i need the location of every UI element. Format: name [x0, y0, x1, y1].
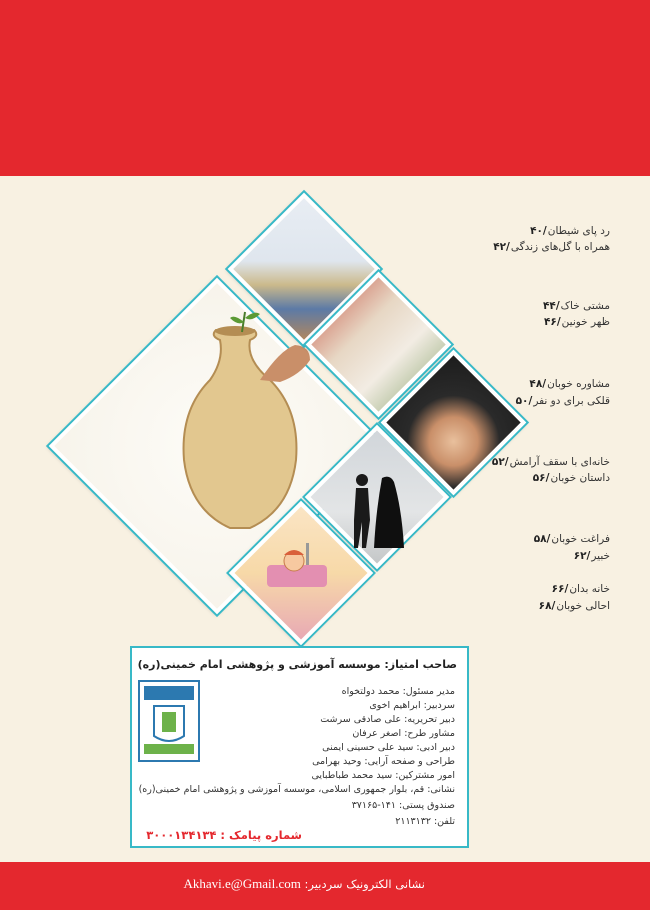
toc-page: /۶۸	[538, 600, 556, 612]
toc-item[interactable]	[539, 600, 610, 612]
toc-title: رد پای شیطان	[547, 225, 610, 237]
toc-item[interactable]	[493, 241, 610, 253]
toc-page: /۵۸	[533, 533, 551, 545]
credit-line: تلفن: ۲۱۱۳۱۳۲	[395, 816, 455, 827]
toc-page: /۴۸	[529, 378, 547, 390]
toc-title: همراه با گل‌های زندگی	[510, 241, 610, 253]
toc-page: /۴۲	[493, 241, 510, 253]
toc-item[interactable]	[533, 472, 610, 484]
toc-title: ظهر خونین	[561, 316, 610, 328]
publisher-title: صاحب امتیاز: موسسه آموزشی و پژوهشی امام خمینی(ره)	[137, 658, 457, 671]
institute-logo	[138, 680, 200, 762]
toc-title: فراغت خوبان	[551, 533, 610, 545]
email-address[interactable]: Akhavi.e@Gmail.com	[183, 876, 301, 891]
sms-value: ۳۰۰۰۱۳۴۱۳۴	[146, 828, 217, 842]
toc-page: /۵۰	[515, 395, 533, 407]
toc-title: مشتی خاک	[560, 300, 610, 312]
toc-item[interactable]	[552, 583, 610, 595]
toc-page: /۴۶	[544, 316, 561, 328]
credit-line: سردبیر: ابراهیم اخوی	[369, 700, 455, 711]
credit-line: دبیر ادبی: سید علی حسینی ایمنی	[322, 742, 455, 753]
editor-email[interactable]	[184, 876, 425, 892]
toc-title: خانه‌ای با سقف آرامش	[509, 456, 610, 468]
couple-silhouette	[340, 470, 410, 550]
credit-line: مدیر مسئول: محمد دولتخواه	[341, 686, 455, 697]
credit-line: نشانی: قم، بلوار جمهوری اسلامی، موسسه آموزشی و پژوهشی امام خمینی(ره)	[138, 784, 455, 795]
credit-line: مشاور طرح: اصغر عرفان	[352, 728, 455, 739]
toc-page: /۴۰	[530, 225, 547, 237]
toc-page: /۶۶	[551, 583, 569, 595]
toc-title: مشاوره خوبان	[547, 378, 610, 390]
credit-line: امور مشترکین: سید محمد طباطبایی	[311, 770, 455, 781]
toc-title: خانه بدان	[569, 583, 610, 595]
toc-title: داستان خوبان	[550, 472, 610, 484]
sick-child-drawing	[262, 535, 332, 595]
credit-line: طراحی و صفحه آرایی: وحید بهرامی	[312, 756, 455, 767]
toc-page: /۶۲	[573, 550, 591, 562]
toc-item[interactable]	[530, 225, 610, 237]
toc-item[interactable]	[544, 316, 610, 328]
sms-number	[146, 828, 302, 842]
toc-item[interactable]	[492, 456, 610, 468]
toc-title: خبیر	[591, 550, 610, 562]
toc-item[interactable]	[516, 395, 610, 407]
toc-item[interactable]	[534, 533, 610, 545]
credit-line: صندوق پستی: ۱۴۱-۳۷۱۶۵	[351, 800, 455, 811]
toc-item[interactable]	[574, 550, 610, 562]
toc-title: قلکی برای دو نفر	[533, 395, 610, 407]
toc-item[interactable]	[543, 300, 610, 312]
toc-item[interactable]	[529, 378, 610, 390]
email-label: نشانی الکترونیک سردبیر:	[300, 877, 425, 891]
toc-page: /۵۶	[532, 472, 550, 484]
toc-title: احالی خوبان	[556, 600, 610, 612]
toc-page: /۵۲	[491, 456, 509, 468]
top-red-band	[0, 0, 650, 176]
toc-page: /۴۴	[542, 300, 560, 312]
sms-label: شماره پیامک :	[216, 828, 302, 842]
credit-line: دبیر تحریریه: علی صادقی سرشت	[320, 714, 455, 725]
